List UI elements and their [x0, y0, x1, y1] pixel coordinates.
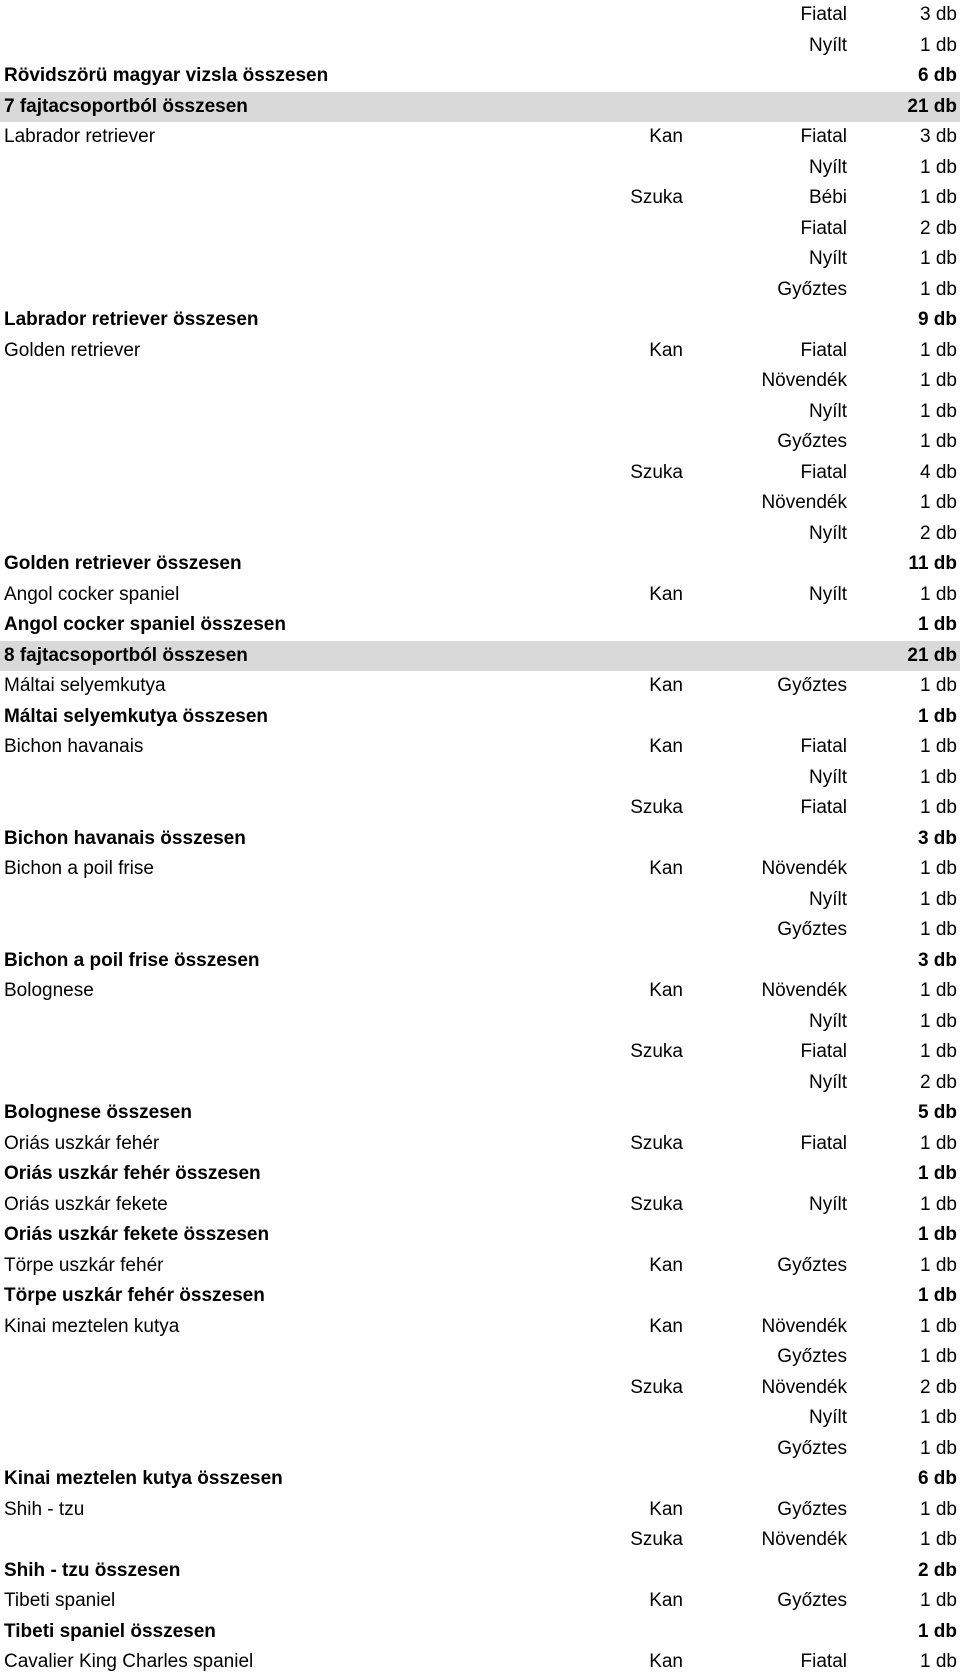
- class-cell: Növendék: [761, 370, 847, 391]
- breed-cell: Bichon havanais: [4, 736, 144, 757]
- table-row: [0, 1342, 960, 1373]
- count-cell: 1 db: [920, 34, 957, 56]
- class-cell: Győztes: [777, 431, 847, 452]
- sex-cell: Kan: [649, 1590, 683, 1611]
- class-cell: Győztes: [777, 675, 847, 696]
- table-row: [0, 427, 960, 458]
- sex-cell: Kan: [649, 736, 683, 757]
- breed-cell: Bichon a poil frise összesen: [4, 949, 260, 971]
- count-cell: 1 db: [920, 1529, 957, 1550]
- count-cell: 9 db: [917, 309, 957, 330]
- count-cell: 1 db: [920, 431, 957, 452]
- table-row: [0, 275, 960, 306]
- count-cell: 1 db: [920, 1010, 957, 1032]
- breed-cell: Oriás uszkár fehér: [4, 1132, 160, 1154]
- class-cell: Győztes: [777, 1254, 847, 1276]
- count-cell: 1 db: [917, 1163, 957, 1184]
- group-total-row: [0, 92, 960, 123]
- count-cell: 2 db: [920, 1376, 957, 1398]
- table-row: [0, 763, 960, 794]
- count-cell: 1 db: [920, 736, 957, 757]
- class-cell: Nyílt: [809, 248, 847, 269]
- table-row: [0, 854, 960, 885]
- class-cell: Bébi: [808, 187, 847, 208]
- count-cell: 4 db: [920, 461, 957, 483]
- table-row: [0, 1190, 960, 1221]
- count-cell: 1 db: [920, 1132, 957, 1154]
- table-row: [0, 122, 960, 153]
- count-cell: 1 db: [917, 1224, 957, 1245]
- sex-cell: Szuka: [630, 1376, 683, 1398]
- class-cell: Nyílt: [809, 766, 847, 788]
- count-cell: 1 db: [920, 919, 957, 940]
- table-row: [0, 488, 960, 519]
- class-cell: Fiatal: [800, 339, 847, 361]
- group-total-row: [0, 641, 960, 672]
- breed-cell: Máltai selyemkutya: [4, 675, 166, 696]
- sex-cell: Kan: [649, 675, 683, 696]
- table-row: [0, 458, 960, 489]
- count-cell: 6 db: [917, 1468, 957, 1489]
- breed-cell: Bolognese: [4, 980, 94, 1001]
- table-row: [0, 915, 960, 946]
- count-cell: 1 db: [917, 614, 957, 635]
- class-cell: Fiatal: [800, 797, 847, 818]
- table-row: [0, 1586, 960, 1617]
- breed-cell: Bichon havanais összesen: [4, 827, 246, 849]
- class-cell: Nyílt: [809, 34, 847, 56]
- table-row: [0, 1129, 960, 1160]
- class-cell: Fiatal: [800, 1651, 847, 1672]
- class-cell: Győztes: [777, 1437, 847, 1459]
- table-row: [0, 793, 960, 824]
- table-row: [0, 519, 960, 550]
- breed-total-row: [0, 946, 960, 977]
- count-cell: 1 db: [920, 766, 957, 788]
- table-row: [0, 244, 960, 275]
- breed-cell: Oriás uszkár fehér összesen: [4, 1163, 261, 1184]
- breed-cell: Labrador retriever: [4, 126, 156, 147]
- breed-total-row: [0, 1281, 960, 1312]
- table-row: [0, 1647, 960, 1678]
- breed-cell: Cavalier King Charles spaniel: [4, 1651, 254, 1672]
- breed-total-row: [0, 1220, 960, 1251]
- class-cell: Fiatal: [800, 461, 847, 483]
- class-cell: Fiatal: [800, 126, 847, 147]
- breed-cell: 8 fajtacsoportból összesen: [4, 644, 248, 666]
- class-cell: Nyílt: [809, 1193, 847, 1215]
- table-row: [0, 732, 960, 763]
- count-cell: 1 db: [920, 370, 957, 391]
- breed-total-row: [0, 702, 960, 733]
- breed-cell: Golden retriever: [4, 339, 141, 361]
- table-row: [0, 0, 960, 31]
- breed-cell: Törpe uszkár fehér összesen: [4, 1285, 265, 1306]
- breed-cell: Máltai selyemkutya összesen: [4, 705, 269, 727]
- count-cell: 3 db: [920, 126, 957, 147]
- breed-total-row: [0, 824, 960, 855]
- class-cell: Nyílt: [809, 156, 847, 178]
- count-cell: 1 db: [920, 583, 957, 605]
- count-cell: 1 db: [920, 1437, 957, 1459]
- breed-total-row: [0, 1556, 960, 1587]
- table-row: [0, 976, 960, 1007]
- sex-cell: Kan: [649, 126, 683, 147]
- breed-cell: Golden retriever összesen: [4, 553, 242, 574]
- table-row: [0, 1373, 960, 1404]
- count-cell: 1 db: [920, 278, 957, 300]
- count-cell: 11 db: [908, 553, 957, 574]
- count-cell: 1 db: [920, 1407, 957, 1428]
- count-cell: 3 db: [917, 827, 957, 849]
- count-cell: 1 db: [920, 1651, 957, 1672]
- sex-cell: Szuka: [630, 1529, 683, 1550]
- count-cell: 1 db: [920, 248, 957, 269]
- breed-cell: Angol cocker spaniel összesen: [4, 614, 286, 635]
- breed-total-row: [0, 1617, 960, 1648]
- class-cell: Növendék: [761, 858, 847, 879]
- breed-total-row: [0, 610, 960, 641]
- breed-cell: Kinai meztelen kutya: [4, 1315, 180, 1337]
- count-cell: 2 db: [920, 1071, 957, 1093]
- count-cell: 6 db: [917, 65, 957, 86]
- count-cell: 1 db: [920, 1315, 957, 1337]
- class-cell: Nyílt: [809, 583, 847, 605]
- sex-cell: Kan: [649, 858, 683, 879]
- count-cell: 1 db: [920, 797, 957, 818]
- count-cell: 1 db: [920, 492, 957, 513]
- class-cell: Nyílt: [809, 888, 847, 910]
- table-row: [0, 214, 960, 245]
- class-cell: Nyílt: [809, 400, 847, 422]
- sex-cell: Szuka: [630, 1132, 683, 1154]
- class-cell: Növendék: [761, 980, 847, 1001]
- class-cell: Nyílt: [809, 1071, 847, 1093]
- sex-cell: Szuka: [630, 1041, 683, 1062]
- class-cell: Fiatal: [800, 736, 847, 757]
- class-cell: Növendék: [761, 1529, 847, 1550]
- count-cell: 1 db: [920, 339, 957, 361]
- breed-cell: 7 fajtacsoportból összesen: [4, 95, 248, 117]
- class-cell: Növendék: [761, 1315, 847, 1337]
- sex-cell: Kan: [649, 980, 683, 1001]
- table-row: [0, 1037, 960, 1068]
- count-cell: 1 db: [920, 400, 957, 422]
- breed-total-row: [0, 61, 960, 92]
- count-cell: 1 db: [920, 187, 957, 208]
- class-cell: Fiatal: [800, 1132, 847, 1154]
- count-cell: 1 db: [920, 675, 957, 696]
- class-cell: Nyílt: [809, 522, 847, 544]
- table-row: [0, 183, 960, 214]
- breed-cell: Angol cocker spaniel: [4, 583, 180, 605]
- sex-cell: Kan: [649, 1254, 683, 1276]
- breed-cell: Oriás uszkár fekete összesen: [4, 1224, 270, 1245]
- breed-cell: Shih - tzu: [4, 1498, 85, 1520]
- count-cell: 1 db: [920, 858, 957, 879]
- count-cell: 1 db: [917, 1620, 957, 1642]
- count-cell: 1 db: [920, 980, 957, 1001]
- count-cell: 1 db: [920, 888, 957, 910]
- table-row: [0, 1312, 960, 1343]
- sex-cell: Kan: [649, 583, 683, 605]
- class-cell: Győztes: [777, 278, 847, 300]
- breed-cell: Tibeti spaniel összesen: [4, 1620, 216, 1642]
- count-cell: 3 db: [917, 949, 957, 971]
- breed-cell: Tibeti spaniel: [4, 1590, 116, 1611]
- class-cell: Fiatal: [800, 217, 847, 239]
- class-cell: Fiatal: [800, 1041, 847, 1062]
- class-cell: Nyílt: [809, 1010, 847, 1032]
- table-row: [0, 31, 960, 62]
- count-cell: 1 db: [920, 1254, 957, 1276]
- table-row: [0, 1525, 960, 1556]
- count-cell: 1 db: [920, 156, 957, 178]
- sex-cell: Szuka: [630, 797, 683, 818]
- breed-total-row: [0, 1098, 960, 1129]
- breed-cell: Oriás uszkár fekete: [4, 1193, 168, 1215]
- class-cell: Fiatal: [800, 4, 847, 25]
- breed-cell: Kinai meztelen kutya összesen: [4, 1468, 283, 1489]
- table-row: [0, 671, 960, 702]
- table-row: [0, 1434, 960, 1465]
- class-cell: Győztes: [777, 919, 847, 940]
- sex-cell: Kan: [649, 339, 683, 361]
- count-cell: 1 db: [920, 1346, 957, 1367]
- table-row: [0, 1068, 960, 1099]
- count-cell: 2 db: [917, 1559, 957, 1581]
- breed-cell: Törpe uszkár fehér: [4, 1254, 164, 1276]
- class-cell: Győztes: [777, 1590, 847, 1611]
- sex-cell: Szuka: [630, 461, 683, 483]
- count-cell: 1 db: [917, 1285, 957, 1306]
- table-row: [0, 397, 960, 428]
- sex-cell: Kan: [649, 1315, 683, 1337]
- sex-cell: Szuka: [630, 1193, 683, 1215]
- table-row: [0, 1251, 960, 1282]
- count-cell: 2 db: [920, 522, 957, 544]
- table-row: [0, 336, 960, 367]
- breed-total-row: [0, 1464, 960, 1495]
- count-cell: 1 db: [917, 705, 957, 727]
- sex-cell: Kan: [649, 1651, 683, 1672]
- breed-total-row: [0, 1159, 960, 1190]
- sex-cell: Kan: [649, 1498, 683, 1520]
- count-cell: 5 db: [917, 1102, 957, 1123]
- breed-cell: Labrador retriever összesen: [4, 309, 259, 330]
- count-cell: 1 db: [920, 1193, 957, 1215]
- count-cell: 21 db: [907, 95, 957, 117]
- breed-total-row: [0, 305, 960, 336]
- table-row: [0, 1495, 960, 1526]
- table-row: [0, 1403, 960, 1434]
- table-row: [0, 580, 960, 611]
- count-cell: 3 db: [920, 4, 957, 25]
- count-cell: 1 db: [920, 1590, 957, 1611]
- count-cell: 1 db: [920, 1498, 957, 1520]
- table-row: [0, 153, 960, 184]
- class-cell: Győztes: [777, 1498, 847, 1520]
- count-cell: 2 db: [920, 217, 957, 239]
- table-row: [0, 885, 960, 916]
- breed-cell: Bolognese összesen: [4, 1102, 192, 1123]
- class-cell: Növendék: [761, 1376, 847, 1398]
- breed-cell: Bichon a poil frise: [4, 858, 154, 879]
- table-row: [0, 366, 960, 397]
- breed-cell: Shih - tzu összesen: [4, 1559, 181, 1581]
- class-cell: Növendék: [761, 492, 847, 513]
- class-cell: Győztes: [777, 1346, 847, 1367]
- breed-cell: Rövidszörü magyar vizsla összesen: [4, 65, 329, 86]
- count-cell: 1 db: [920, 1041, 957, 1062]
- class-cell: Nyílt: [809, 1407, 847, 1428]
- breed-total-row: [0, 549, 960, 580]
- table-row: [0, 1007, 960, 1038]
- count-cell: 21 db: [907, 644, 957, 666]
- sex-cell: Szuka: [630, 187, 683, 208]
